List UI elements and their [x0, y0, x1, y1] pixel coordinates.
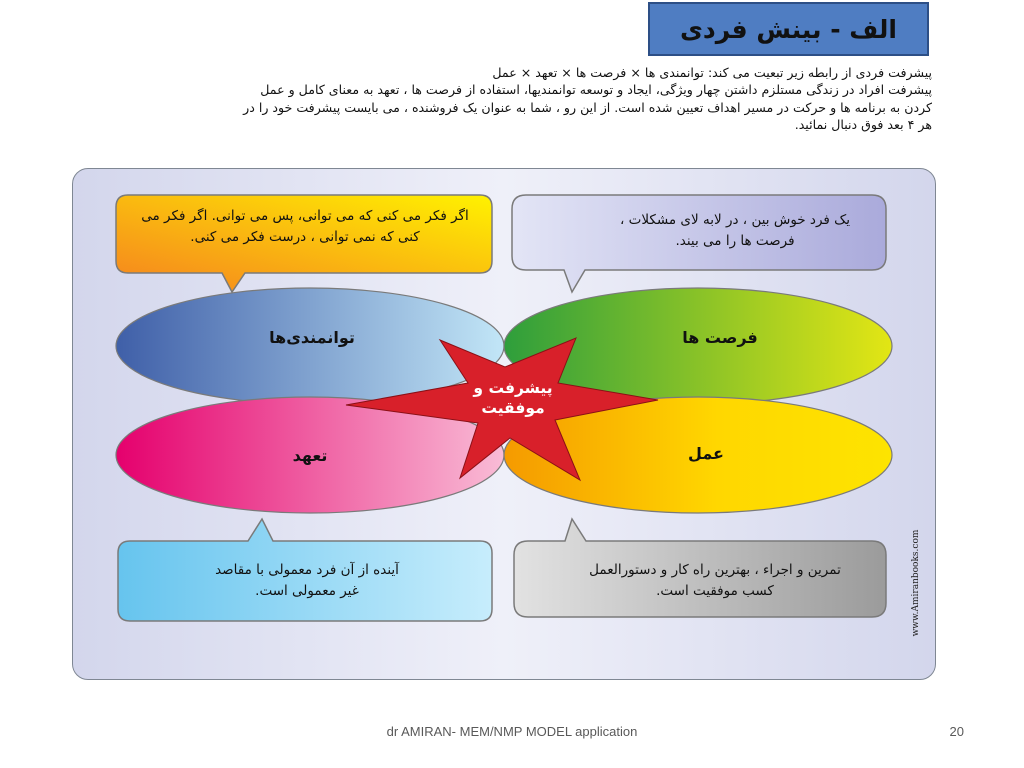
footer-text: dr AMIRAN- MEM/NMP MODEL application [386, 724, 638, 739]
label-opportunities: فرصت ها [682, 328, 758, 347]
center-label-line-1: پیشرفت و [473, 379, 553, 397]
label-action: عمل [688, 444, 724, 463]
watermark: www.Amiranbooks.com [911, 529, 921, 637]
intro-line-3: کردن به برنامه ها و حرکت در مسیر اهداف تعیین شده است. از این رو ، شما به عنوان یک فروشنده ، می بایست پیشرفت خود را در [243, 99, 932, 115]
label-commitment: تعهد [292, 446, 328, 465]
bubble-top-right-text: یک فرد خوش بین ، در لابه لای مشکلات ، فرصت ها را می بیند. [620, 212, 850, 249]
bubble-top-left-text: اگر فکر می کنی که می توانی، پس می توانی. اگر فکر می کنی که نمی توانی ، درست فکر می کنی. [141, 208, 469, 245]
intro-line-1: پیشرفت فردی از رابطه زیر تبعیت می کند: توانمندی ها × فرصت ها × تعهد × عمل [492, 65, 932, 80]
center-label [458, 378, 568, 418]
bubble-bottom-right-text: تمرین و اجراء ، بهترین راه کار و دستورالعمل کسب موفقیت است. [589, 562, 841, 599]
bubble-bottom-left-text: آینده از آن فرد معمولی با مقاصد غیر معمولی است. [215, 562, 399, 599]
slide-title: الف - بینش فردی [648, 2, 929, 56]
label-abilities: توانمندی‌ها [269, 328, 355, 347]
intro-line-2: پیشرفت افراد در زندگی مستلزم داشتن چهار ویژگی، ایجاد و توسعه توانمندیها، استفاده از فرصت ها ، تعهد به معنای کامل و عمل [260, 82, 932, 98]
page-number: 20 [949, 724, 964, 739]
intro-line-4: هر ۴ بعد فوق دنبال نمائید. [794, 117, 932, 133]
center-label-line-2: موفقیت [481, 399, 545, 417]
